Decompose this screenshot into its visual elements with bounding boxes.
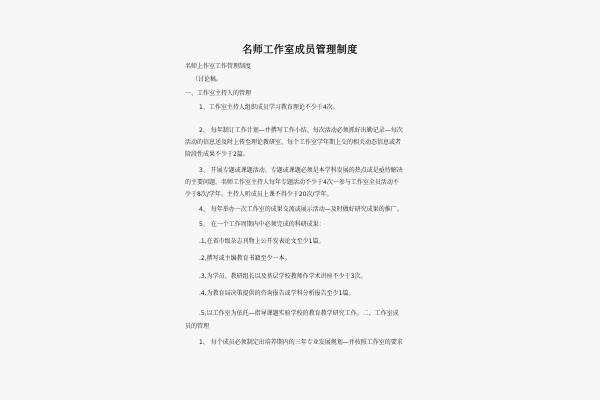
paragraph-line: 活动的信息送及时上传至理论教研室、每个工作室学年期上交的相关动态信息或者 xyxy=(185,139,402,146)
paragraph-line: 1、 每个成员必须制定出培养期内的三年专业发展规划—并按照工作室的要求 xyxy=(199,339,403,346)
section-heading: 一、工作室主持人的管理 xyxy=(185,90,252,97)
paragraph-line: 3、 开展专题或课题活动、专题或课题必须是本学科发展的热点或是亟待解决 xyxy=(199,167,403,174)
page-title: 名师工作室成员管理制度 xyxy=(242,45,358,56)
paragraph-line: 2、 每年制订工作计划—并撰写工作小结、每次活动必须抓好出勤记录—每次 xyxy=(199,127,403,134)
document-subtitle: 名师上作室工作管理制度 xyxy=(185,63,252,70)
list-item: .5,以工作室为依托—指导课题实验学校的教育教学研究工作。二、工作室成 xyxy=(199,310,399,317)
list-item: .1,在省市级杂志刊物上公开发表论文至少1篇。 xyxy=(199,238,325,245)
list-item: .4,为教育局决策提供的咨询报告或学科分析报告至少1篇。 xyxy=(199,290,355,297)
paragraph-line: 1、工作室主持人组织成员学习教育理论不少于4次。 xyxy=(199,104,339,111)
paragraph-line: 的主要问题。名师工作室主持人每年专题活动不少于4次一参与工作室全员活动不 xyxy=(185,179,399,186)
draft-note: （讨论稿。 xyxy=(192,76,223,83)
paragraph-line: 4、 每年举办一次工作室的成果交流或展示活动—及时做好研究成果的推广。 xyxy=(199,206,403,213)
list-item: .3,为学员、教研组长以及基层学校教师作学术讲座不少于3次。 xyxy=(199,273,367,280)
paragraph-line: 少于8次/学年、主持人听成员上课不得少于20次/学年。 xyxy=(185,191,333,198)
paragraph-line: 阶段性成果不少于2篇。 xyxy=(185,151,249,158)
list-item: .2,撰写或主编教育书籍至少一本。 xyxy=(199,255,291,262)
list-item: 员的管理 xyxy=(185,323,210,330)
paragraph-line: 5、 在一个工作周期内中必须完成的科研成果： xyxy=(199,221,325,228)
